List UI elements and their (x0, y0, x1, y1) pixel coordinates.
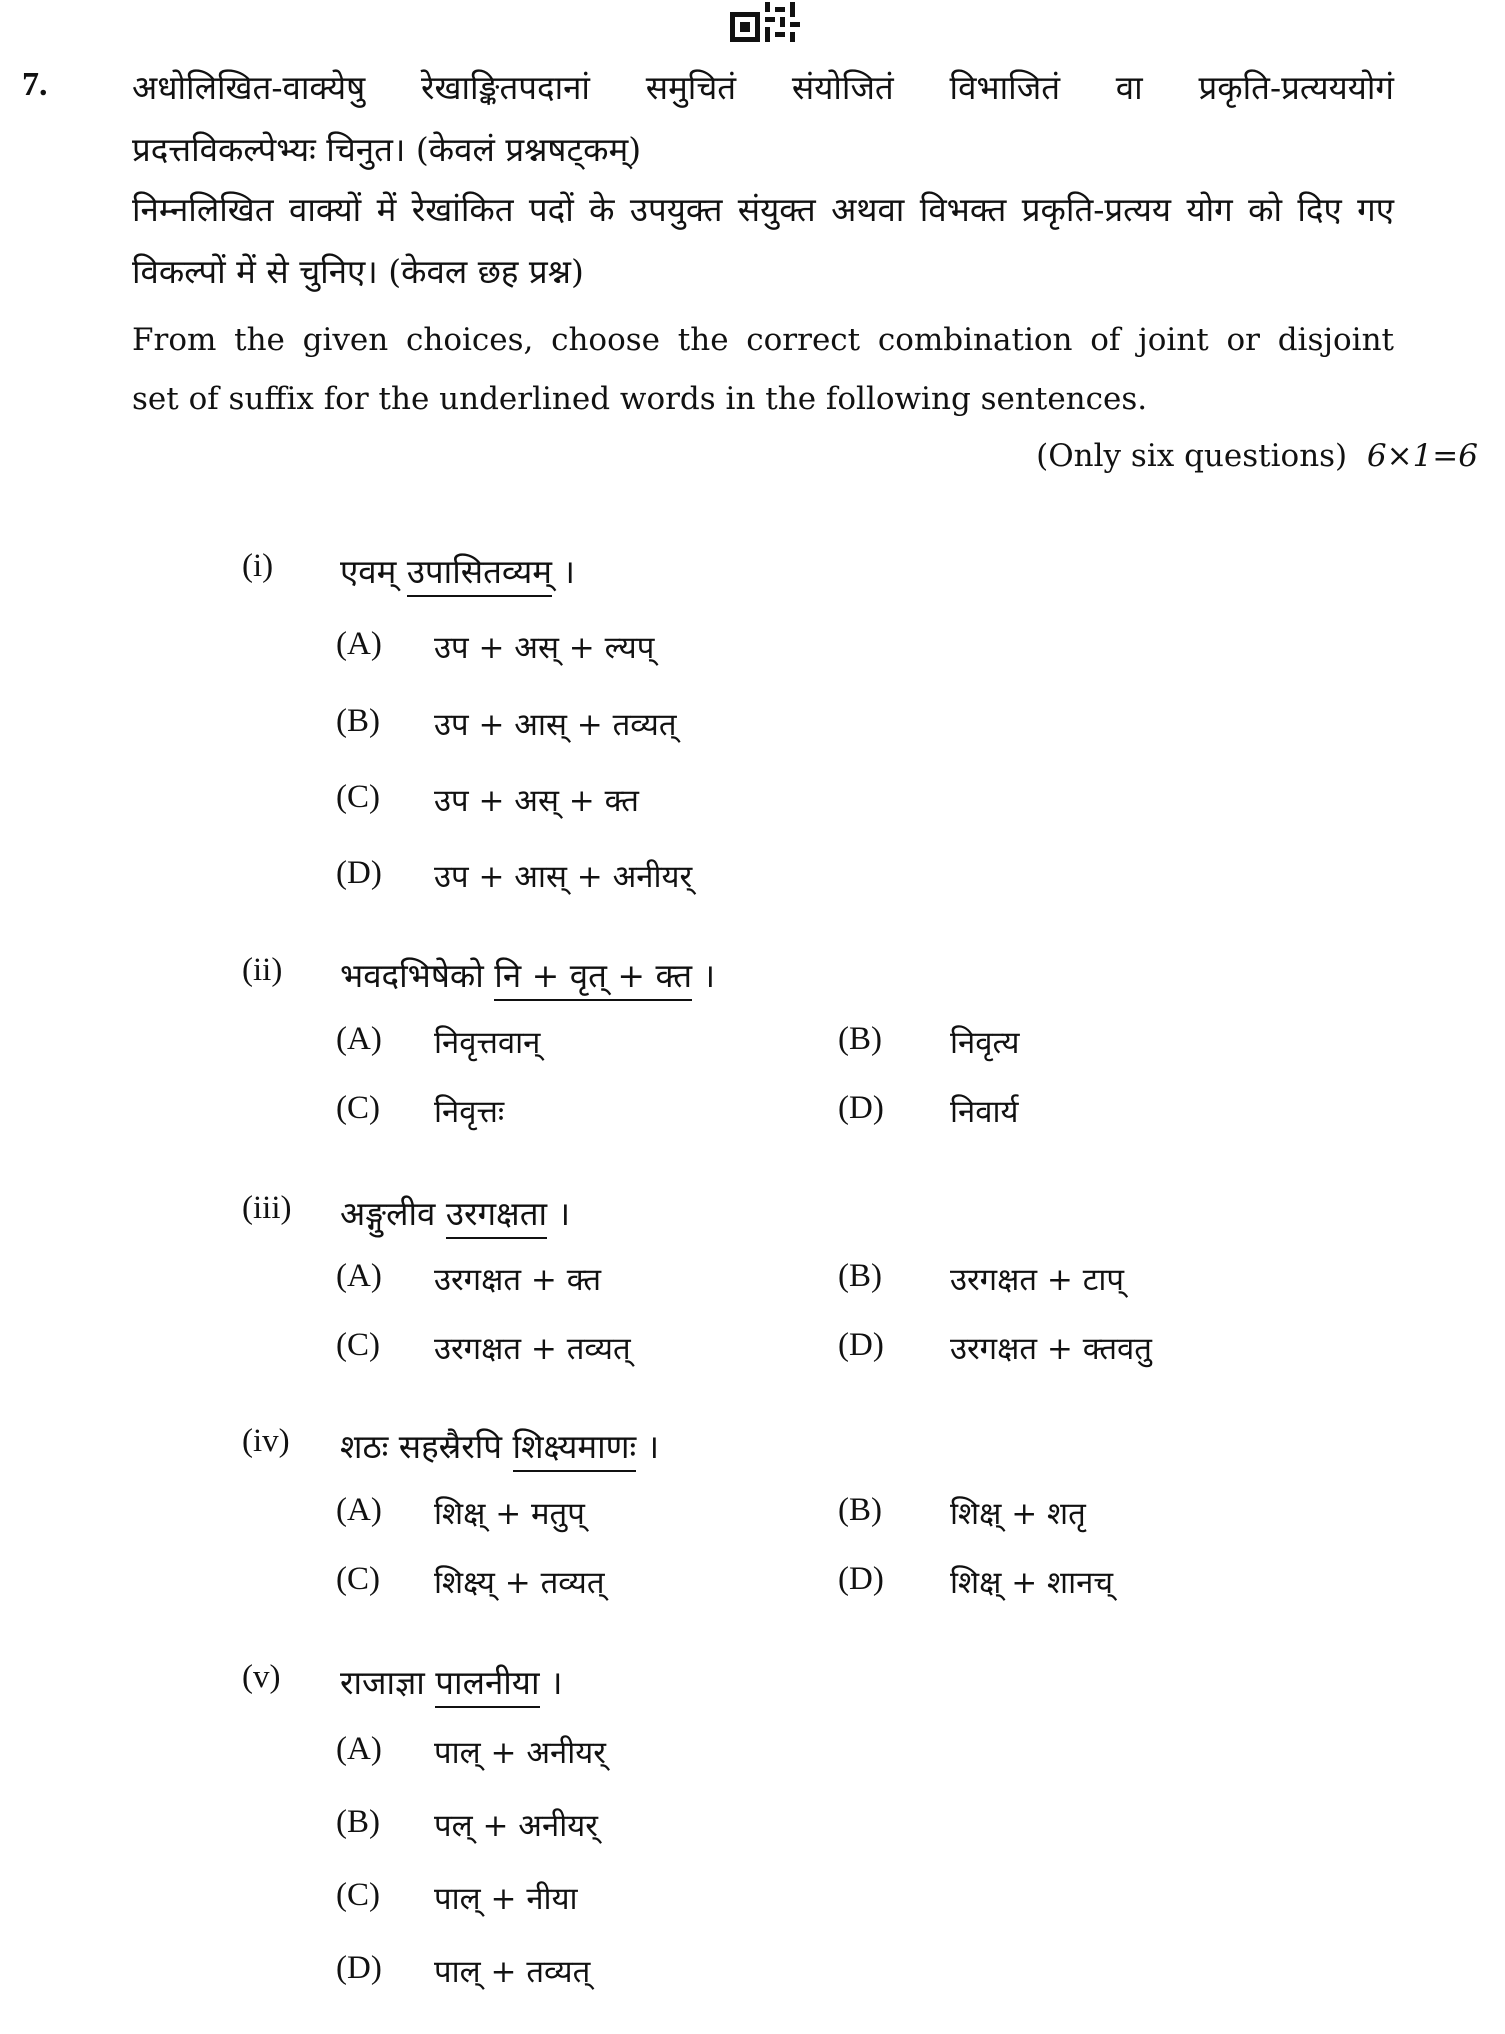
sub-question-sentence (340, 1659, 563, 1704)
option-text: उप + अस् + ल्यप् (434, 630, 655, 666)
danda: । (562, 552, 576, 591)
sub-question-number: (i) (242, 548, 274, 584)
sub-question-number: (iii) (242, 1190, 292, 1226)
option-label: (A) (336, 1492, 382, 1528)
option-text: निवृत्तवान् (434, 1025, 541, 1061)
underlined-word: उपासितव्यम् (407, 552, 552, 597)
option-text: उप + आस् + तव्यत् (434, 707, 677, 743)
option-label: (A) (336, 1731, 382, 1767)
option-text: उरगक्षत + टाप् (950, 1262, 1124, 1298)
option-label: (D) (838, 1561, 884, 1597)
option-text: उप + अस् + क्त (434, 783, 639, 819)
option-label: (C) (336, 1090, 380, 1126)
instruction-sanskrit-line2: प्रदत्तविकल्पेभ्यः चिनुत। (केवलं प्रश्नषट्कम्) (132, 130, 642, 169)
option-text: निवार्य (950, 1094, 1019, 1130)
option-label: (B) (336, 1804, 380, 1840)
option-text: उरगक्षत + क्तवतु (950, 1331, 1152, 1367)
option-label: (D) (838, 1327, 884, 1363)
sub-question-sentence (340, 548, 575, 593)
option-text: शिक्ष् + शतृ (950, 1496, 1086, 1532)
option-label: (B) (838, 1021, 882, 1057)
option-label: (C) (336, 1327, 380, 1363)
sentence-text: राजाज्ञा (340, 1663, 425, 1702)
underlined-word: शिक्ष्यमाणः (513, 1427, 637, 1472)
option-label: (B) (336, 703, 380, 739)
underlined-word: नि + वृत् + क्त (494, 956, 692, 1001)
option-text: निवृत्य (950, 1025, 1020, 1061)
underlined-word: पालनीया (435, 1663, 539, 1708)
option-label: (A) (336, 626, 382, 662)
sub-question-sentence (340, 1423, 659, 1468)
instruction-hindi-line2: विकल्पों में से चुनिए। (केवल छह प्रश्न) (132, 252, 584, 291)
danda: । (702, 956, 716, 995)
option-label: (B) (838, 1492, 882, 1528)
danda: । (646, 1427, 660, 1466)
sub-question-number: (ii) (242, 952, 283, 988)
option-text: पाल् + तव्यत् (434, 1954, 591, 1990)
sentence-text: भवदभिषेको (340, 956, 484, 995)
sentence-text: शठः सहस्रैरपि (340, 1427, 503, 1466)
option-text: उरगक्षत + तव्यत् (434, 1331, 631, 1367)
option-label: (B) (838, 1258, 882, 1294)
instruction-sanskrit-line1: अधोलिखित-वाक्येषु रेखाङ्कितपदानां समुचितं संयोजितं विभाजितं वा प्रकृति-प्रत्यययोगं (132, 68, 1394, 107)
underlined-word: उरगक्षता (446, 1194, 547, 1239)
option-label: (A) (336, 1021, 382, 1057)
option-label: (C) (336, 1561, 380, 1597)
instruction-english-line2: set of suffix for the underlined words in the following sentences. (132, 381, 1148, 417)
marks-value: 6×1=6 (1366, 438, 1478, 474)
option-text: उप + आस् + अनीयर् (434, 859, 693, 895)
sub-question-number: (v) (242, 1659, 281, 1695)
option-label: (C) (336, 779, 380, 815)
option-text: शिक्ष्य् + तव्यत् (434, 1565, 605, 1601)
marks-note: (Only six questions) (1036, 438, 1348, 474)
qr-code-icon (730, 2, 800, 42)
sub-question-sentence (340, 1190, 570, 1235)
option-text: शिक्ष् + शानच् (950, 1565, 1114, 1601)
option-label: (D) (336, 855, 382, 891)
sentence-text: एवम् (340, 552, 397, 591)
option-label: (D) (838, 1090, 884, 1126)
option-text: पाल् + अनीयर् (434, 1735, 606, 1771)
danda: । (550, 1663, 563, 1702)
sub-question-number: (iv) (242, 1423, 290, 1459)
option-label: (C) (336, 1877, 380, 1913)
sentence-text: अङ्गुलीव (340, 1194, 436, 1233)
option-text: पल् + अनीयर् (434, 1808, 598, 1844)
sub-question-sentence (340, 952, 715, 997)
option-label: (D) (336, 1950, 382, 1986)
marks-line (1036, 438, 1478, 474)
instruction-english-line1: From the given choices, choose the correct combination of joint or disjoint (132, 322, 1394, 358)
option-text: उरगक्षत + क्त (434, 1262, 601, 1298)
danda: । (557, 1194, 571, 1233)
instruction-hindi-line1: निम्नलिखित वाक्यों में रेखांकित पदों के उपयुक्त संयुक्त अथवा विभक्त प्रकृति-प्रत्यय योग को दिए गए (132, 190, 1394, 229)
option-text: शिक्ष् + मतुप् (434, 1496, 585, 1532)
option-text: निवृत्तः (434, 1094, 505, 1130)
option-text: पाल् + नीया (434, 1881, 578, 1917)
question-number: 7. (22, 66, 48, 103)
option-label: (A) (336, 1258, 382, 1294)
